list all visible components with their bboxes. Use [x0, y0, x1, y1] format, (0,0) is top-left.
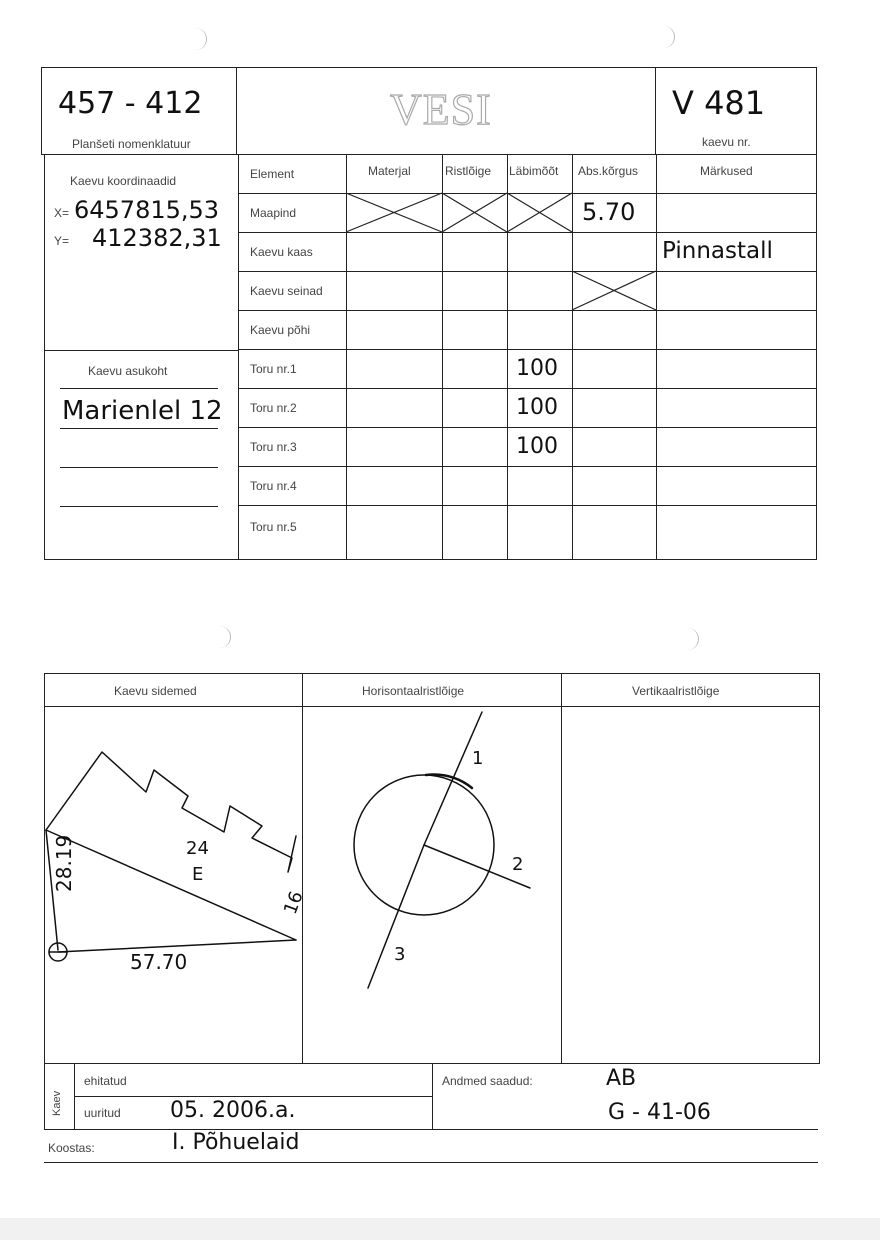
data-source-value-1: AB [606, 1066, 637, 1091]
author-value: I. Põhuelaid [172, 1130, 300, 1155]
row-element-label: Toru nr.2 [250, 401, 297, 415]
row-element-label: Toru nr.3 [250, 440, 297, 454]
sketch-col-connections: Kaevu sidemed [114, 684, 197, 698]
corner-number: 16 [280, 888, 308, 918]
ground-elevation-value: 5.70 [582, 198, 636, 226]
col-header-cross-section: Ristlõige [445, 164, 492, 178]
col-header-notes: Märkused [700, 164, 753, 178]
col-header-elevation: Abs.kõrgus [578, 164, 639, 178]
pipe-3-diameter-value: 100 [516, 434, 558, 459]
pipe-1-label: 1 [472, 748, 484, 769]
row-element-label: Kaevu seinad [250, 284, 323, 298]
row-element-label: Maapind [250, 206, 297, 220]
pipe-1-diameter-value: 100 [516, 356, 558, 381]
surveyed-label: uuritud [84, 1106, 121, 1120]
col-header-material: Materjal [368, 164, 411, 178]
coordinates-label: Kaevu koordinaadid [70, 174, 177, 188]
pipe-2-diameter-value: 100 [516, 395, 558, 420]
data-source-label: Andmed saadud: [442, 1074, 533, 1088]
row-element-label: Kaevu kaas [250, 245, 313, 259]
location-label: Kaevu asukoht [88, 364, 168, 378]
distance-bottom-value: 57.70 [130, 950, 188, 974]
row-element-label: Kaevu põhi [250, 323, 311, 337]
location-value: Marienlel 12 [62, 396, 223, 426]
row-element-label: Toru nr.1 [250, 362, 297, 376]
col-header-element: Element [250, 167, 295, 181]
surveyed-value: 05. 2006.a. [170, 1098, 296, 1123]
scan-bottom-edge [0, 1218, 880, 1240]
lid-notes-value: Pinnastall [662, 238, 773, 264]
data-source-value-2: G - 41-06 [608, 1100, 711, 1125]
sketch-col-horizontal: Horisontaalristlõige [362, 684, 465, 698]
y-coordinate-label: Y= [54, 234, 70, 248]
distance-left-value: 28.19 [52, 834, 76, 892]
nomenclature-label: Planšeti nomenklatuur [72, 137, 191, 151]
nomenclature-value: 457 - 412 [58, 86, 203, 121]
building-mark: E [192, 864, 204, 885]
pipe-2-label: 2 [512, 854, 524, 875]
row-element-label: Toru nr.5 [250, 520, 297, 534]
pipe-3-line [368, 845, 424, 988]
form-title: VESI [390, 85, 492, 134]
built-label: ehitatud [84, 1074, 127, 1088]
y-coordinate-value: 412382,31 [92, 224, 222, 252]
row-element-label: Toru nr.4 [250, 479, 297, 493]
well-number-value: V 481 [672, 84, 766, 122]
x-coordinate-label: X= [54, 206, 70, 220]
author-label: Koostas: [48, 1141, 95, 1155]
x-coordinate-value: 6457815,53 [74, 196, 220, 224]
sketch-col-vertical: Vertikaalristlõige [632, 684, 720, 698]
well-number-label: kaevu nr. [702, 135, 751, 149]
well-label: Kaev [51, 1090, 63, 1116]
pipe-3-label: 3 [394, 944, 406, 965]
col-header-diameter: Läbimõõt [509, 164, 559, 178]
building-number: 24 [186, 838, 209, 859]
